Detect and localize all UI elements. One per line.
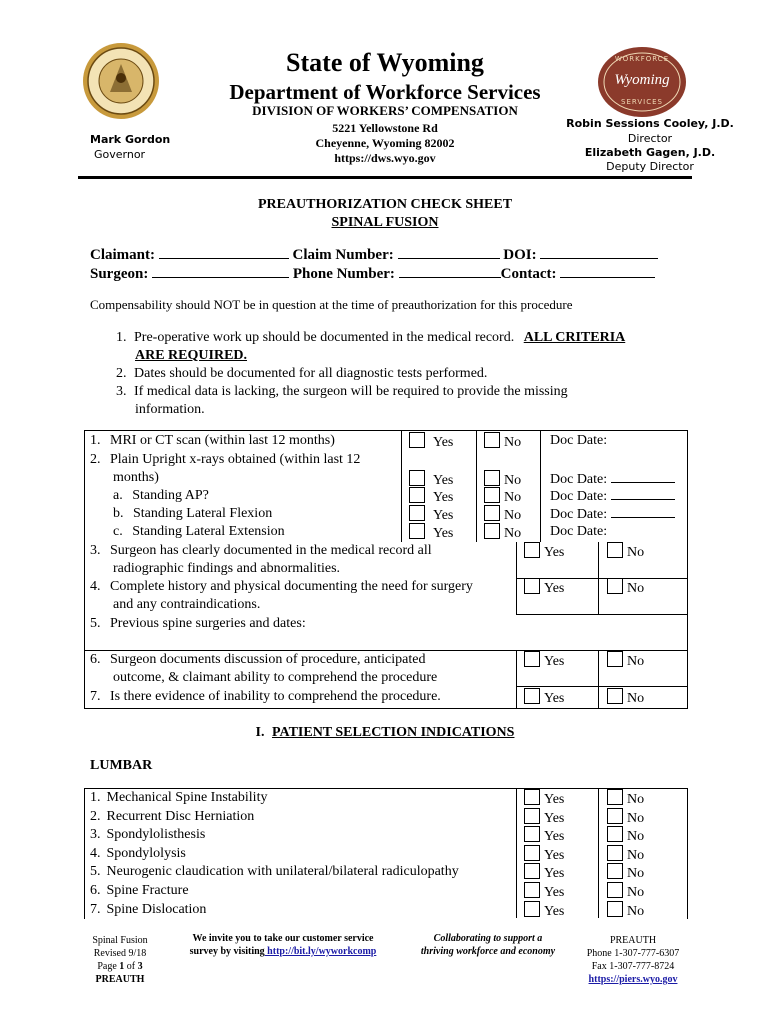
workforce-logo (597, 46, 687, 118)
page-title: State of Wyoming (286, 48, 484, 77)
checkbox[interactable] (607, 542, 623, 558)
yes-label: Yes (544, 847, 565, 863)
instruction-emphasis: ALL CRITERIA (523, 330, 626, 345)
footer-right (578, 934, 688, 986)
instruction-num: 1. (116, 330, 127, 345)
item-num: 1. (90, 790, 101, 805)
criterion-text: Complete history and physical documenting the need for surgery (110, 579, 473, 594)
history-no[interactable] (607, 578, 644, 598)
contact-field[interactable] (560, 265, 655, 278)
survey-link[interactable]: http://bit.ly/wyworkcomp (264, 946, 377, 957)
doc-date-field[interactable] (611, 470, 675, 483)
revision: Revised 9/18 (93, 948, 147, 959)
discussion-no[interactable] (607, 651, 644, 671)
criterion-num: a. (113, 488, 123, 503)
findings-yes[interactable] (524, 542, 564, 562)
criterion-6 (90, 651, 425, 669)
director-title: Director (627, 132, 673, 145)
criterion-num: 1. (90, 433, 101, 448)
yes-label: Yes (544, 691, 565, 706)
criterion-num: 5. (90, 616, 101, 631)
item-label: Spine Fracture (106, 883, 189, 898)
yes-label: Yes (544, 792, 565, 807)
selection-yes[interactable] (524, 863, 564, 883)
criterion-text: Is there evidence of inability to comprehend the procedure. (110, 689, 441, 704)
no-label: No (627, 810, 645, 826)
ap-doc-date (550, 487, 675, 506)
criterion-3-cont: radiographic findings and abnormalities. (113, 561, 341, 576)
doi-label: DOI: (503, 247, 537, 263)
piers-link[interactable]: https://piers.wyo.gov (588, 974, 678, 985)
survey-prefix: survey by visiting (189, 946, 265, 957)
criterion-5 (90, 615, 306, 633)
claim-number-label: Claim Number: (292, 247, 394, 263)
doc-date-label: Doc Date: (550, 507, 608, 522)
form-subtitle: SPINAL FUSION (331, 215, 439, 230)
no-label: No (504, 435, 522, 450)
extension-doc-date: Doc Date: (550, 524, 608, 539)
criterion-text: Previous spine surgeries and dates: (110, 616, 306, 631)
logo-bottom-text: SERVICES (621, 98, 663, 106)
instruction-num: 2. (116, 366, 127, 381)
criterion-num: 3. (90, 543, 101, 558)
compensability-note: Compensability should NOT be in question at the time of preauthorization for this procedure (90, 297, 573, 312)
claimant-row (90, 246, 658, 264)
yes-label: Yes (433, 490, 454, 505)
table-divider (598, 788, 599, 918)
no-label: No (627, 581, 645, 596)
checkbox[interactable] (524, 826, 540, 842)
header-divider (78, 176, 692, 179)
survey-text: We invite you to take our customer service (192, 933, 374, 944)
no-label: No (627, 691, 645, 706)
criterion-num: b. (113, 506, 124, 521)
selection-item (90, 901, 206, 919)
criterion-4 (90, 578, 473, 596)
table-divider (598, 650, 599, 708)
criterion-2c (113, 523, 285, 541)
extension-yes[interactable] (409, 523, 453, 543)
findings-no[interactable] (607, 542, 644, 562)
yes-label: Yes (544, 866, 565, 882)
instruction-1 (116, 329, 625, 347)
criterion-num: 7. (90, 689, 101, 704)
yes-label: Yes (433, 508, 454, 523)
ap-no[interactable] (484, 487, 521, 507)
checkbox[interactable] (607, 845, 623, 861)
doc-date-label: Doc Date: (550, 472, 608, 487)
checkbox[interactable] (607, 901, 623, 917)
selection-item (90, 882, 189, 900)
checkbox[interactable] (409, 523, 425, 539)
selection-yes[interactable] (524, 901, 564, 921)
claim-number-field[interactable] (398, 246, 500, 259)
page-number (84, 960, 156, 973)
table-divider (516, 686, 688, 687)
no-label: No (627, 903, 645, 919)
governor-name: Mark Gordon (90, 133, 171, 146)
no-label: No (504, 490, 522, 505)
item-num: 2. (90, 808, 101, 824)
form-title: PREAUTHORIZATION CHECK SHEET (257, 197, 513, 212)
criterion-num: 2. (90, 452, 101, 467)
instruction-3 (116, 383, 568, 401)
flexion-doc-date (550, 505, 675, 524)
collab-text: Collaborating to support a (433, 933, 543, 944)
collab-text-2: thriving workforce and economy (420, 946, 556, 957)
selection-item (90, 808, 254, 826)
criterion-text: Standing Lateral Extension (132, 524, 285, 539)
yes-label: Yes (544, 885, 565, 900)
criterion-2-cont: months) (113, 470, 159, 485)
checkbox[interactable] (607, 808, 623, 824)
instruction-text: Pre-operative work up should be documented in the medical record. (134, 330, 515, 345)
address-line1: 5221 Yellowstone Rd (332, 121, 438, 135)
selection-yes[interactable] (524, 882, 564, 902)
yes-label: Yes (544, 545, 565, 560)
selection-no[interactable] (607, 808, 644, 828)
footer-left (84, 934, 156, 986)
heading-num: I. (255, 725, 265, 740)
criterion-2b (113, 505, 272, 523)
criterion-text: Surgeon documents discussion of procedure, anticipated (110, 652, 426, 667)
checkbox[interactable] (524, 688, 540, 704)
criterion-num: c. (113, 524, 123, 539)
surgeon-row (90, 265, 655, 283)
selection-item (90, 789, 267, 807)
selection-no[interactable] (607, 845, 644, 865)
logo-top-text: WORKFORCE (614, 55, 670, 63)
instruction-text: If medical data is lacking, the surgeon will be required to provide the missing (134, 384, 568, 399)
checkbox[interactable] (524, 789, 540, 805)
no-label: No (504, 473, 522, 488)
department-name: Department of Workforce Services (229, 80, 541, 104)
item-num: 4. (90, 845, 101, 861)
selection-no[interactable] (607, 882, 644, 902)
checkbox[interactable] (484, 523, 500, 539)
item-num: 3. (90, 827, 101, 843)
criterion-2a (113, 487, 209, 505)
criterion-text: Surgeon has clearly documented in the medical record all (110, 543, 432, 558)
doc-date-field[interactable] (611, 487, 675, 500)
checkbox[interactable] (607, 789, 623, 805)
table-divider (540, 430, 541, 542)
contact-label: Contact: (500, 266, 557, 282)
no-label: No (504, 526, 522, 541)
deputy-title: Deputy Director (606, 160, 694, 173)
doc-date-label: Doc Date: (550, 489, 608, 504)
item-label: Neurogenic claudication with unilateral/bilateral radiculopathy (106, 864, 459, 880)
yes-label: Yes (433, 526, 454, 541)
checkbox[interactable] (524, 901, 540, 917)
yes-label: Yes (544, 810, 565, 826)
item-num: 6. (90, 883, 101, 898)
item-label: Spondylolysis (106, 845, 186, 861)
selection-item (90, 845, 186, 863)
checkbox[interactable] (524, 651, 540, 667)
phone-field[interactable] (399, 265, 501, 278)
no-label: No (627, 654, 645, 669)
checkbox[interactable] (409, 432, 425, 448)
survey-text-2 (172, 945, 394, 958)
selection-item (90, 863, 459, 881)
criterion-3 (90, 542, 432, 560)
division-name: DIVISION OF WORKERS’ COMPENSATION (252, 103, 518, 118)
form-code: PREAUTH (609, 935, 657, 946)
checkbox[interactable] (409, 505, 425, 521)
table-divider (516, 788, 517, 918)
criterion-4-cont: and any contraindications. (113, 597, 261, 612)
address-line2: Cheyenne, Wyoming 82002 (315, 136, 455, 150)
website: https://dws.wyo.gov (334, 151, 436, 165)
history-yes[interactable] (524, 578, 564, 598)
selection-yes[interactable] (524, 808, 564, 828)
footer-survey (172, 932, 394, 958)
surgeon-label: Surgeon: (90, 266, 149, 282)
mri-doc-date: Doc Date: (550, 433, 608, 448)
comprehend-no[interactable] (607, 688, 644, 708)
doi-field[interactable] (540, 246, 658, 259)
item-label: Mechanical Spine Instability (106, 790, 268, 805)
flexion-yes[interactable] (409, 505, 453, 525)
governor-title: Governor (94, 148, 146, 161)
checkbox[interactable] (607, 688, 623, 704)
extension-no[interactable] (484, 523, 521, 543)
item-label: Spondylolisthesis (106, 827, 206, 843)
table-divider (476, 430, 477, 542)
form-code: PREAUTH (95, 974, 145, 985)
selection-no[interactable] (607, 863, 644, 883)
criterion-num: 4. (90, 579, 101, 594)
claimant-field[interactable] (159, 246, 289, 259)
yes-label: Yes (544, 829, 565, 845)
instruction-2 (116, 365, 487, 383)
surgeon-field[interactable] (152, 265, 289, 278)
form-name: Spinal Fusion (92, 935, 148, 946)
yes-label: Yes (544, 654, 565, 669)
yes-label: Yes (433, 473, 454, 488)
selection-yes[interactable] (524, 845, 564, 865)
criterion-1 (90, 432, 335, 450)
mri-no[interactable] (484, 432, 521, 452)
selection-no[interactable] (607, 826, 644, 846)
item-label: Recurrent Disc Herniation (106, 808, 255, 824)
table-divider (516, 614, 688, 615)
no-label: No (627, 545, 645, 560)
checkbox[interactable] (607, 651, 623, 667)
page-current: 1 (119, 961, 125, 972)
criterion-text: MRI or CT scan (within last 12 months) (110, 433, 335, 448)
fax: Fax 1-307-777-8724 (591, 961, 675, 972)
selection-heading (0, 725, 770, 741)
table-divider (516, 650, 517, 708)
ap-yes[interactable] (409, 487, 453, 507)
checkbox[interactable] (409, 487, 425, 503)
criterion-2 (90, 451, 360, 469)
item-label: Spine Dislocation (106, 901, 207, 917)
yes-label: Yes (544, 581, 565, 596)
checkbox[interactable] (607, 882, 623, 898)
selection-item (90, 826, 205, 844)
criterion-6-cont: outcome, & claimant ability to comprehend the procedure (113, 670, 438, 685)
no-label: No (627, 866, 645, 882)
checkbox[interactable] (607, 826, 623, 842)
discussion-yes[interactable] (524, 651, 564, 671)
checkbox[interactable] (524, 578, 540, 594)
selection-yes[interactable] (524, 826, 564, 846)
checkbox[interactable] (484, 470, 500, 486)
yes-label: Yes (544, 903, 565, 919)
item-num: 7. (90, 901, 101, 917)
checkbox[interactable] (409, 470, 425, 486)
selection-no[interactable] (607, 789, 644, 809)
instruction-1-cont: ARE REQUIRED. (135, 348, 248, 363)
mri-yes[interactable] (409, 432, 453, 452)
no-label: No (504, 508, 522, 523)
checkbox[interactable] (524, 808, 540, 824)
comprehend-yes[interactable] (524, 688, 564, 708)
no-label: No (627, 885, 645, 900)
criterion-text: Standing AP? (132, 488, 209, 503)
section-lumbar: LUMBAR (90, 758, 153, 773)
no-label: No (627, 847, 645, 863)
table-divider (401, 430, 402, 542)
phone: Phone 1-307-777-6307 (586, 948, 680, 959)
yes-label: Yes (433, 435, 454, 450)
instruction-3-cont: information. (135, 402, 205, 417)
checkbox[interactable] (484, 487, 500, 503)
selection-yes[interactable] (524, 789, 564, 809)
criterion-7 (90, 688, 441, 706)
footer-collab (408, 932, 568, 958)
deputy-name: Elizabeth Gagen, J.D. (584, 146, 716, 159)
instruction-text: Dates should be documented for all diagnostic tests performed. (134, 366, 488, 381)
checkbox[interactable] (524, 882, 540, 898)
doc-date-field[interactable] (611, 505, 675, 518)
phone-label: Phone Number: (292, 266, 395, 282)
checkbox[interactable] (524, 863, 540, 879)
checkbox[interactable] (484, 432, 500, 448)
checkbox[interactable] (524, 845, 540, 861)
flexion-no[interactable] (484, 505, 521, 525)
page-text: of (124, 961, 138, 972)
page-total: 3 (137, 961, 143, 972)
criterion-text: Plain Upright x-rays obtained (within last 12 (110, 452, 361, 467)
criterion-text: Standing Lateral Flexion (133, 506, 273, 521)
selection-no[interactable] (607, 901, 644, 921)
claimant-label: Claimant: (90, 247, 155, 263)
director-name: Robin Sessions Cooley, J.D. (566, 117, 734, 130)
instruction-num: 3. (116, 384, 127, 399)
no-label: No (627, 829, 645, 845)
criterion-num: 6. (90, 652, 101, 667)
checkbox[interactable] (524, 542, 540, 558)
checkbox[interactable] (484, 505, 500, 521)
heading-text: PATIENT SELECTION INDICATIONS (271, 725, 515, 740)
item-num: 5. (90, 864, 101, 880)
page-text: Page (97, 961, 120, 972)
no-label: No (627, 792, 645, 807)
checkbox[interactable] (607, 863, 623, 879)
logo-mid-text: Wyoming (614, 72, 670, 88)
checkbox[interactable] (607, 578, 623, 594)
